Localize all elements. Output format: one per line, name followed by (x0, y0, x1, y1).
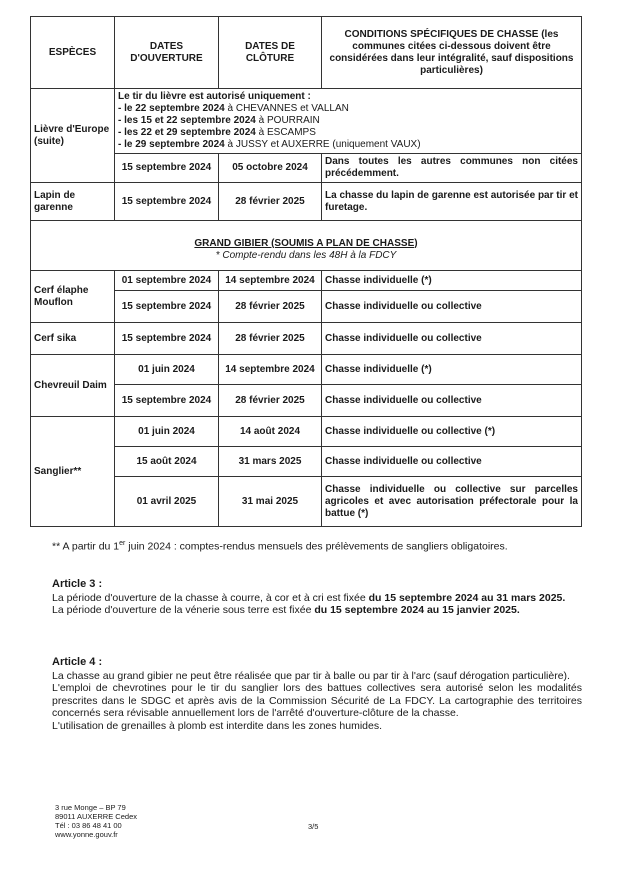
close-date: 05 octobre 2024 (219, 154, 322, 183)
condition: Chasse individuelle ou collective (322, 291, 582, 323)
open-date: 01 septembre 2024 (115, 271, 219, 291)
table-row (31, 417, 582, 447)
close-date: 28 février 2025 (219, 323, 322, 355)
lievre-date-list (118, 103, 578, 151)
open-date: 15 septembre 2024 (115, 183, 219, 221)
close-date: 31 mars 2025 (219, 447, 322, 477)
open-date: 15 août 2024 (115, 447, 219, 477)
list-item: - les 22 et 29 septembre 2024 à ESCAMPS (118, 127, 316, 138)
open-date: 01 avril 2025 (115, 477, 219, 527)
species-cerf-sika: Cerf sika (31, 323, 115, 355)
grand-gibier-row (31, 221, 582, 271)
open-date: 15 septembre 2024 (115, 385, 219, 417)
header-species: ESPÈCES (31, 17, 115, 89)
article-3-paragraph: La période d'ouverture de la vénerie sous terre est fixée du 15 septembre 2024 au 15 janvier 2025. (52, 604, 520, 616)
close-date: 14 septembre 2024 (219, 271, 322, 291)
close-date: 28 février 2025 (219, 183, 322, 221)
open-date: 15 septembre 2024 (115, 154, 219, 183)
close-date: 28 février 2025 (219, 385, 322, 417)
article-3-title: Article 3 : (52, 578, 103, 590)
table-row (31, 323, 582, 355)
article-4 (52, 656, 582, 732)
grand-gibier-subtitle: * Compte-rendu dans les 48H à la FDCY (215, 249, 397, 261)
header-close: DATES DE CLÔTURE (219, 17, 322, 89)
open-date: 01 juin 2024 (115, 417, 219, 447)
header-conditions: CONDITIONS SPÉCIFIQUES DE CHASSE (les communes citées ci-dessous doivent être considérées dans leur intégralité, sauf dispositions particulières) (322, 17, 582, 89)
condition: Chasse individuelle (*) (322, 271, 582, 291)
list-item: - le 22 septembre 2024 à CHEVANNES et VALLAN (118, 103, 349, 114)
table-row (31, 271, 582, 291)
condition: Chasse individuelle ou collective (322, 385, 582, 417)
condition: La chasse du lapin de garenne est autorisée par tir et furetage. (322, 183, 582, 221)
species-lievre: Lièvre d'Europe (suite) (31, 89, 115, 183)
list-item: - les 15 et 22 septembre 2024 à POURRAIN (118, 115, 320, 126)
table-row (31, 355, 582, 385)
species-chevreuil: Chevreuil Daim (31, 355, 115, 417)
condition: Chasse individuelle ou collective (*) (322, 417, 582, 447)
condition: Chasse individuelle ou collective sur parcelles agricoles et avec autorisation préfectorale pour la battue (*) (322, 477, 582, 527)
article-4-title: Article 4 : (52, 656, 103, 668)
hunting-dates-table (30, 16, 582, 527)
article-4-paragraph: L'emploi de chevrotines pour le tir du sanglier lors des battues collectives sera autorisé selon les modalités prescrites dans le SDGC et après avis de la Commission Sécurité de La FDCY. La cartographie des territoires concernés sera révisable annuellement lors de l'arrêté d'ouverture-clôture de la chasse. (52, 682, 582, 719)
species-cerf: Cerf élaphe Mouflon (31, 271, 115, 323)
article-4-paragraph: L'utilisation de grenailles à plomb est interdite dans les zones humides. (52, 719, 383, 732)
article-3 (52, 578, 582, 617)
condition: Chasse individuelle (*) (322, 355, 582, 385)
footer-address: 3 rue Monge – BP 79 89011 AUXERRE Cedex Tél : 03 86 48 41 00 www.yonne.gouv.fr (55, 803, 137, 839)
article-4-paragraph: La chasse au grand gibier ne peut être réalisée que par tir à balle ou par tir à l'arc (sauf dérogation particulière). (52, 669, 570, 682)
open-date: 15 septembre 2024 (115, 291, 219, 323)
close-date: 14 septembre 2024 (219, 355, 322, 385)
lievre-special-dates (115, 89, 582, 154)
lievre-intro: Le tir du lièvre est autorisé uniquement : (118, 91, 311, 102)
header-open: DATES D'OUVERTURE (115, 17, 219, 89)
species-sanglier: Sanglier** (31, 417, 115, 527)
table-row (31, 183, 582, 221)
sanglier-footnote: ** A partir du 1er juin 2024 : comptes-rendus mensuels des prélèvements de sangliers obligatoires. (52, 540, 508, 553)
list-item: - le 29 septembre 2024 à JUSSY et AUXERRE (uniquement VAUX) (118, 139, 421, 150)
close-date: 14 août 2024 (219, 417, 322, 447)
close-date: 31 mai 2025 (219, 477, 322, 527)
article-3-paragraph: La période d'ouverture de la chasse à courre, à cor et à cri est fixée du 15 septembre 2024 au 31 mars 2025. (52, 591, 566, 604)
page-number: 3/5 (308, 822, 319, 831)
condition: Chasse individuelle ou collective (322, 323, 582, 355)
grand-gibier-heading (31, 221, 582, 271)
condition: Dans toutes les autres communes non citées précédemment. (322, 154, 582, 183)
table-row (31, 89, 582, 154)
table-header-row (31, 17, 582, 89)
species-lapin: Lapin de garenne (31, 183, 115, 221)
open-date: 15 septembre 2024 (115, 323, 219, 355)
condition: Chasse individuelle ou collective (322, 447, 582, 477)
close-date: 28 février 2025 (219, 291, 322, 323)
open-date: 01 juin 2024 (115, 355, 219, 385)
grand-gibier-title: GRAND GIBIER (SOUMIS A PLAN DE CHASSE) (194, 237, 418, 249)
